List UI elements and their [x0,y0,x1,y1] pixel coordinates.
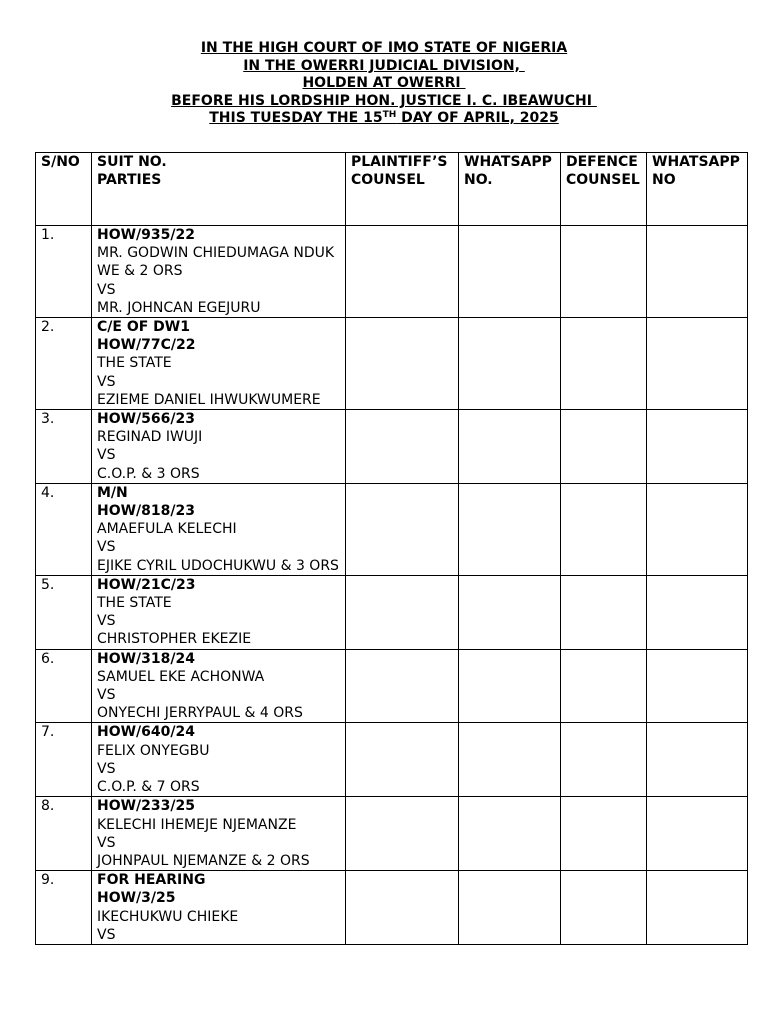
party-line: KELECHI IHEMEJE NJEMANZE [97,816,297,833]
whatsapp-cell-2 [647,226,748,318]
row-suit-parties [92,226,346,318]
document-heading [0,40,768,128]
party-line: REGINAD IWUJI [97,429,203,446]
plaintiff-counsel-cell [346,649,459,723]
party-line: THE STATE [97,355,172,372]
party-line: MR. JOHNCAN EGEJURU [97,299,261,316]
party-line: AMAEFULA KELECHI [97,521,237,538]
table-row [36,575,748,649]
defence-counsel-cell [561,318,647,410]
heading-judge: BEFORE HIS LORDSHIP HON. JUSTICE I. C. IBEAWUCHI [171,92,597,109]
defence-counsel-cell [561,226,647,318]
party-line: VS [97,613,116,630]
header-parties: PARTIES [97,172,162,189]
party-line: IKECHUKWU CHIEKE [97,908,239,925]
whatsapp-cell-2 [647,483,748,575]
suit-detail-bold: HOW/566/23 [97,411,195,428]
party-line: VS [97,760,116,777]
row-suit-parties [92,318,346,410]
defence-counsel-cell [561,483,647,575]
plaintiff-counsel-cell [346,318,459,410]
row-suit-parties [92,410,346,484]
suit-detail-bold: HOW/3/25 [97,890,176,907]
heading-date-pre: THIS TUESDAY THE 15 [209,110,383,126]
row-sno: 4. [36,483,92,575]
whatsapp-cell-2 [647,723,748,797]
suit-detail-bold: HOW/935/22 [97,227,195,243]
heading-court: IN THE HIGH COURT OF IMO STATE OF NIGERIA [200,40,568,56]
plaintiff-counsel-cell [346,723,459,797]
whatsapp-cell [459,797,561,871]
row-suit-parties [92,797,346,871]
whatsapp-cell [459,649,561,723]
whatsapp-cell [459,318,561,410]
whatsapp-cell [459,575,561,649]
defence-counsel-cell [561,723,647,797]
party-line: VS [97,281,116,298]
suit-detail-bold: HOW/318/24 [97,650,195,667]
whatsapp-cell-2 [647,797,748,871]
plaintiff-counsel-cell [346,226,459,318]
suit-detail-bold: C/E OF DW1 [97,319,190,336]
heading-division: IN THE OWERRI JUDICIAL DIVISION, [243,57,525,74]
table-row [36,226,748,318]
party-line: C.O.P. & 3 ORS [97,465,200,482]
row-suit-parties [92,483,346,575]
suit-detail-bold: HOW/77C/22 [97,337,196,354]
row-suit-parties [92,871,346,945]
party-line: SAMUEL EKE ACHONWA [97,668,265,685]
header-whatsapp-2: WHATSAPP NO [647,153,748,226]
table-row [36,649,748,723]
row-sno: 6. [36,649,92,723]
party-line: JOHNPAUL NJEMANZE & 2 ORS [97,852,310,869]
whatsapp-cell [459,723,561,797]
suit-detail-bold: M/N [97,484,128,501]
header-row [36,153,748,226]
row-suit-parties [92,575,346,649]
row-sno: 5. [36,575,92,649]
heading-date-post: DAY OF APRIL, 2025 [396,110,559,126]
plaintiff-counsel-cell [346,575,459,649]
heading-holden: HOLDEN AT OWERRI [302,75,466,91]
whatsapp-cell-2 [647,575,748,649]
row-suit-parties [92,723,346,797]
row-sno: 2. [36,318,92,410]
row-sno: 9. [36,871,92,945]
plaintiff-counsel-cell [346,797,459,871]
whatsapp-cell [459,871,561,945]
suit-detail-bold: HOW/640/24 [97,724,195,741]
defence-counsel-cell [561,797,647,871]
defence-counsel-cell [561,871,647,945]
header-suit-no: SUIT NO. [97,154,167,170]
table-row [36,797,748,871]
table-row [36,318,748,410]
whatsapp-cell-2 [647,318,748,410]
party-line: MR. GODWIN CHIEDUMAGA NDUKWE & 2 ORS [97,245,335,280]
whatsapp-cell [459,226,561,318]
cause-list-table [35,152,748,945]
heading-date-sup: TH [382,110,397,120]
row-suit-parties [92,649,346,723]
plaintiff-counsel-cell [346,410,459,484]
defence-counsel-cell [561,410,647,484]
defence-counsel-cell [561,649,647,723]
whatsapp-cell [459,410,561,484]
suit-detail-bold: HOW/818/23 [97,503,195,520]
party-line: VS [97,539,116,556]
header-whatsapp-1: WHATSAPP NO. [459,153,561,226]
whatsapp-cell-2 [647,410,748,484]
party-line: VS [97,834,116,851]
party-line: VS [97,447,116,464]
table-row [36,483,748,575]
party-line: CHRISTOPHER EKEZIE [97,631,252,648]
row-sno: 7. [36,723,92,797]
party-line: VS [97,373,116,390]
whatsapp-cell-2 [647,871,748,945]
party-line: C.O.P. & 7 ORS [97,779,200,796]
party-line: EZIEME DANIEL IHWUKWUMERE [97,391,321,408]
row-sno: 1. [36,226,92,318]
party-line: VS [97,687,116,704]
table-row [36,723,748,797]
whatsapp-cell [459,483,561,575]
header-sno: S/NO [36,153,92,226]
party-line: VS [97,926,116,943]
plaintiff-counsel-cell [346,871,459,945]
plaintiff-counsel-cell [346,483,459,575]
party-line: EJIKE CYRIL UDOCHUKWU & 3 ORS [97,557,339,574]
suit-detail-bold: FOR HEARING [97,872,206,889]
heading-date [0,110,768,128]
table-row [36,871,748,945]
whatsapp-cell-2 [647,649,748,723]
header-defence-counsel: DEFENCE COUNSEL [561,153,647,226]
header-suit-parties [92,153,346,226]
table-row [36,410,748,484]
row-sno: 8. [36,797,92,871]
row-sno: 3. [36,410,92,484]
header-plaintiff-counsel: PLAINTIFF’S COUNSEL [346,153,459,226]
party-line: THE STATE [97,595,172,612]
suit-detail-bold: HOW/233/25 [97,798,195,815]
defence-counsel-cell [561,575,647,649]
suit-detail-bold: HOW/21C/23 [97,576,196,593]
party-line: FELIX ONYEGBU [97,742,210,759]
party-line: ONYECHI JERRYPAUL & 4 ORS [97,705,303,722]
